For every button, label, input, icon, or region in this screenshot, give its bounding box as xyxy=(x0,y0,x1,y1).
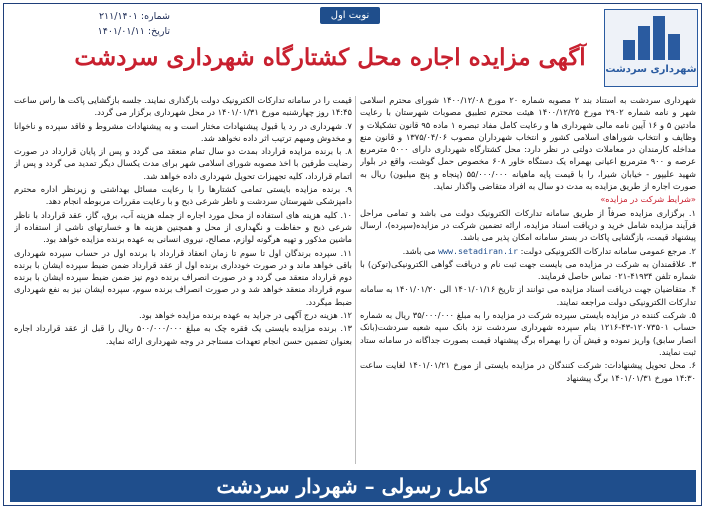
conditions-heading: «شرایط شرکت در مزایده» xyxy=(600,194,696,205)
mayor-signature-bar: کامل رسولی – شهردار سردشت xyxy=(10,470,696,502)
letter-meta xyxy=(10,9,170,39)
condition-item: ۱۳. برنده مزایده بایستی یک فقره چک به مبلغ ۵۰۰/۰۰۰/۰۰۰ ریال را قبل از عقد قرارداد اجاره بعنوان تضمین حسن انجام تعهدات مستاجر در وجه شهرداری ارائه نماید. xyxy=(14,323,352,346)
letter-date: تاریخ: ۱۴۰۱/۰۱/۱۱ xyxy=(97,26,170,37)
condition-item: ۱۲. هزینه درج آگهی در جراید به عهده برنده مزایده خواهد بود. xyxy=(138,310,352,321)
condition-item xyxy=(360,245,696,257)
condition-item: ۴. متقاضیان جهت دریافت اسناد مزایده می توانند از تاریخ ۱۴۰۱/۰۱/۱۶ الی ۱۴۰۱/۰۱/۲۰ به سامانه تدارکات الکترونیکی دولت مراجعه نمایند. xyxy=(360,284,696,307)
condition-item: ۶. محل تحویل پیشنهادات: شرکت کنندگان در مزایده بایستی از مورخ ۱۴۰۱/۰۱/۲۱ لغایت ساعت ۱۴:۳۰ مورخ ۱۴۰۱/۰۱/۳۱ برگ پیشنهاد xyxy=(360,360,696,383)
right-column xyxy=(360,94,696,466)
website-link[interactable]: www.setadiran.ir xyxy=(438,245,518,256)
municipality-logo xyxy=(604,9,698,87)
condition-item: ۳. علاقمندان به شرکت در مزایده می بایست جهت ثبت نام و دریافت گواهی الکترونیکی(توکن) با شماره تلفن ۴۱۹۳۴-۰۲۱ تماس حاصل فرمایند. xyxy=(360,258,696,282)
letter-number: شماره: ۲۱۱/۱۴۰۱ xyxy=(98,11,170,22)
intro-paragraph: شهرداری سردشت به استناد بند ۲ مصوبه شماره ۲۰ مورخ ۱۴۰۰/۱۲/۰۸ شورای محترم اسلامی شهر و نامه شماره ۲۹۰۲ مورخ ۱۴۰۰/۱۲/۲۵ هیئت محترم تطبیق مصوبات شهرستان با رعایت مادتین ۵ و ۱۶ آیین نامه مالی شهرداری ها و رعایت کامل مفاد تبصره ۱ ماده ۹۵ قانون تشکیلات و وظایف و انتخاب شوراهای اسلامی کشور و انتخاب شهرداران مصوب ۱۳۷۵/۰۴/۰۶ و قانون منع مداخله کارمندان در معاملات دولتی در نظر دارد: محل کشتارگاه شهرداری دارای ۵۰۰۰ مترمربع عرصه و ۹۰۰ مترمربع اعیانی بهمراه یک دستگاه خاور ۶۰۸ مخصوص حمل گوشت، واقع در بلوار شهید علیپور - خیابان شیرا، را با قیمت پایه ماهیانه ۵۵/۰۰۰/۰۰۰ (پنجاه و پنج میلیون) ریال به صورت اجاره از طریق مزایده به مدت دو سال به افراد متقاضی واگذار نماید. xyxy=(360,95,696,192)
building-icon xyxy=(623,16,679,60)
condition-item: ۱۱. سپرده برندگان اول تا سوم تا زمان انعقاد قرارداد با برنده اول در حساب سپرده شهرداری باقی خواهد ماند و در صورت خودداری برنده اول از عقد قرارداد ضمن ضبط سپرده ایشان با برنده دوم قرارداد منعقد می گردد و در صورت انصراف برنده دوم نیز ضمن ضبط سپرده ایشان با برنده سوم قرارداد منعقد خواهد شد و در صورت انصراف برنده سوم، سپرده ایشان نیز به نفع شهرداری ضبط میگردد. xyxy=(14,247,352,307)
logo-caption: شهرداری سردشت xyxy=(605,64,697,75)
condition-text: ۲. مرجع عمومی سامانه تدارکات الکترونیکی دولت: xyxy=(520,245,696,256)
condition-item: قیمت را در سامانه تدارکات الکترونیک دولت بارگذاری نمایند. جلسه بازگشایی پاکت ها راس ساعت ۱۴:۴۵ روز چهارشنبه مورخ ۱۴۰۱/۰۱/۳۱ در محل شهرداری برگزار می گردد. xyxy=(14,95,352,118)
publication-round-badge: نوبت اول xyxy=(320,7,380,24)
column-divider xyxy=(355,96,356,464)
condition-item: ۷. شهرداری در رد یا قبول پیشنهادات مختار است و به پیشنهادات مشروط و فاقد سپرده و ناخوانا و مخدوش ومبهم ترتیب اثر داده نخواهد شد. xyxy=(14,120,352,143)
condition-item: ۵. شرکت کننده در مزایده بایستی سپرده شرکت در مزایده را به مبلغ ۳۵/۰۰۰/۰۰۰ ریال به شماره حساب ۱۲۰۷۳۵۰۱-۴۳-۱۲۱۶ بنام سپرده شهرداری سردشت نزد بانک سپه شعبه سردشت(بانک انصار سابق) واریز نموده و فیش آن را بهمراه برگ پیشنهاد قیمت بصورت جداگانه در سامانه ستاد ثبت نمایند. xyxy=(360,310,696,357)
condition-item: ۸. با برنده مزایده قرارداد بمدت دو سال تمام منعقد می گردد و پس از پایان قرارداد در صورت رضایت طرفین با اخذ مصوبه شورای اسلامی شهر برای مدت یکسال دیگر تمدید می گردد و پس از اتمام قرارداد، کلیه تجهیزات تحویل شهرداری داده خواهد شد. xyxy=(14,146,352,181)
left-column xyxy=(14,94,352,466)
condition-text: می باشد. xyxy=(402,245,436,256)
condition-item: ۱. برگزاری مزایده صرفاً از طریق سامانه تدارکات الکترونیک دولت می باشد و تمامی مراحل فرآیند مزایده شامل خرید و دریافت اسناد مزایده، ارائه تضمین شرکت در مزایده(سپرده)، ارسال پیشنهاد قیمت، بازگشایی پاکات در بستر سامانه امکان پذیر می باشد. xyxy=(360,207,696,243)
condition-item: ۹. برنده مزایده بایستی تمامی کشتارها را با رعایت مسائل بهداشتی و زیرنظر اداره محترم دامپزشکی شهرستان سردشت و ناظر شرعی ذبح و با رعایت مقررات مربوطه انجام دهد. xyxy=(14,184,352,207)
ad-title: آگهی مزایده اجاره محل کشتارگاه شهرداری سردشت xyxy=(74,44,586,71)
condition-item: ۱۰. کلیه هزینه های استفاده از محل مورد اجاره از جمله هزینه آب، برق، گاز، عقد قرارداد با ناظر شرعی ذبح و حفاظت و نگهداری از محل و همچنین هزینه ها و خسارتهای ناشی از استفاده از ماشین مذکور و تهیه هرگونه لوازم، مصالح، نیروی انسانی به عهده برنده مزایده خواهد بود. xyxy=(14,209,352,245)
